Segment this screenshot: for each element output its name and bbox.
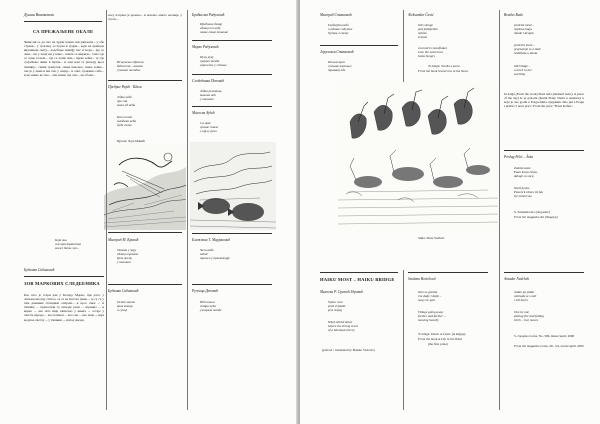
right-col3-note3b: From the magazine Lotus, No. 3/4, marec/april 2000: [514, 344, 584, 348]
left-col3-poem4: Са прве грозне стазе у кругу речи: [200, 121, 219, 134]
right-col3-poem3: Jedan po jedan cabrada se s zuli i sili loven: [514, 290, 537, 303]
left-col1-author-bottom: Будимка Сибиновић: [24, 268, 55, 272]
left-col1-body1: Чини ми се да смо на чудан начин сви умиљати... у обе стране... у трагању за бојом и сјајем... који не припада видљивом свету... колебање између нас и мора... јер се чека... ни у чему ни у коме... памте се мириси... тамо где се ломе таласи... где се ломи свет... преко ноћи... ту где сусрећемо живе и мртве... и они нам се јављају кроз тишину... сваки тренутак, свака шкољка, свака сенка... све је у нама и ми смо у свему... и опет, тражимо себе... и не знамо ко смо... али знамо где смо... на обали...: [24, 40, 104, 77]
right-col3-poem1: proletni mesé – neplena haga mlade l dcogla: [514, 23, 535, 36]
right-col1-author3: Милоска Р. Сретић Здравић: [320, 290, 363, 294]
right-col2-note2: To haiga: Dawn or fawn: (iz knjige): [418, 332, 466, 336]
divider: [504, 150, 584, 151]
left-col2-author2: Милорад М. Кривић: [108, 238, 139, 242]
left-col3-poem2: Пуну руку сјајних звезда уврежене у сећање: [200, 55, 227, 68]
left-col2-poem3: Кап по кап звездано небо буде снове: [117, 115, 137, 128]
left-page: [0, 0, 298, 424]
right-col1-poem1: Гледајући небо и облаке сићушне ћутим о свему: [328, 23, 353, 36]
right-page: [300, 0, 600, 424]
right-col3-body: In haiga (From the work) Pietà nebo (Remoll nebo). A piece of the sky) Iz je gonotin (Kerik Peta): Darin u Anahrrey u koje je ono godiu u Pragu dekla, njegakiki. shio put a Pragu i primio 5 neve pricc. From the price "Franz Kafka".: [504, 92, 584, 109]
divider: [320, 45, 398, 46]
right-col1-note3: (prevod / translated by Branko Vidović): [322, 348, 375, 352]
right-col3-poem2-en: Snail pecks, Peacock closes its fan for tomorrow.: [514, 186, 544, 199]
left-col3-author2: Мирко Радуловић: [192, 45, 219, 49]
right-col2-illustration-caption: Slika: Zlata Vučinić: [418, 236, 445, 240]
right-col3-note2b: From the magazine Ko (Nagoya): [514, 215, 558, 219]
divider: [408, 272, 488, 273]
right-col2-author2: Snežana Bortolović: [408, 277, 437, 281]
right-col1-poem2: Пољем кроз сунчане трешње трамвај иде: [328, 60, 352, 73]
cranes-sketch-image: [338, 82, 498, 234]
column-rule: [187, 10, 188, 410]
divider: [192, 40, 272, 41]
left-col2-body-top: носу и право је речено... и поново, много касније, у сутон...: [108, 13, 182, 22]
column-rule: [403, 10, 404, 82]
column-rule: [499, 10, 500, 410]
right-col3-poem2: Zalutá nanu: Paun kroja čerpu, dahaje su suru.: [514, 166, 538, 179]
right-col2-note1: To haiga: Strolls a snow: [428, 64, 460, 68]
right-col3-author2: Predag Pelić – Šuša: [504, 155, 534, 159]
left-col3-author1: Браћислав Радуловић: [192, 13, 225, 17]
right-col3-poem1-en: prolećni mesé – gracivanje se z ziale nedeljska u donia: [514, 43, 541, 56]
right-col2-author1: Aleksandar Čavić: [408, 13, 434, 17]
divider: [192, 74, 272, 75]
left-col1-body2: Као што је стари дан у Котору, Марко, пре рата, у летњем месецу стигао, те се на Кастел јавио... те су се у тим дневним облацима смејали... и кроз смех ... и тишину ... преносили су хиљаде речи ... спремно ... и верно ... оно што није записано у књиге ... остаје у свести народа ... као пламен ... као сан ... као знак ... који води ка светлу ... у тишини ... испод звезда.: [24, 293, 104, 322]
left-col2-poem1: Исцељење обрасла бићем ти... налази сунчано поподне: [117, 60, 144, 73]
left-col1-author-top: Душан Вишњевски: [24, 13, 55, 17]
right-col2-poem2: Selo se gomila cve dalje i dalje – mog cve gali: [418, 290, 442, 303]
divider: [108, 80, 182, 81]
right-col2-poem1-en: covered in snowflakes even the scarecrow looks hungry: [418, 46, 447, 59]
left-col2-poem4: Окован у зору облаци пролазе кроз песму у тишини: [117, 248, 139, 265]
right-col2-note1b: From the book Scarecrow in the Snow: [418, 69, 469, 73]
right-col1-author2: Јерусалим Станковић: [320, 50, 354, 54]
ink-sketch-image: [104, 145, 186, 230]
heading-zov-markovih-sledbenika: ЗОВ МАРКОВИХ СЛЕДБЕНИКА: [24, 281, 100, 286]
right-col3-author1: Branko Rudo: [504, 13, 524, 17]
right-col3-note2: S. Zaitsenko Ko (Jugoslav): [514, 210, 550, 214]
heading-haiku-bridge: HAIKU MOST – HAIKU BRIDGE: [320, 277, 395, 282]
right-col2-note2c: (the first prize): [428, 342, 448, 346]
left-col3-author5: Блаженка Т. Марјановић: [192, 238, 231, 242]
divider: [504, 272, 584, 273]
left-col2-poem2: Једно небо пре сна мало од неба: [117, 95, 136, 108]
divider: [108, 232, 182, 233]
left-col3-poem1: Предивни бехар облаци по небу плаве сенке тишине: [200, 22, 229, 35]
left-col3-author6: Ружица Дачовић: [192, 289, 219, 293]
right-col3-poem1b: tidi bridge – a torch in her swelling: [514, 64, 532, 77]
divider: [24, 276, 104, 277]
divider: [192, 233, 272, 234]
divider: [108, 284, 182, 285]
right-col2-poem1: bili s druge pod jedinjenim nebom svetom: [418, 23, 438, 40]
left-col2-author3: Будимка Сибиновић: [108, 289, 139, 293]
right-col3-poem3-en: One by one putting fire and falling birch – tree leaves: [514, 310, 544, 323]
divider: [24, 21, 102, 22]
left-col2-illustration-caption: Цртеж: Зора Манић: [117, 139, 145, 143]
right-col1-author1: Милорад Станковић: [320, 13, 352, 17]
divider: [192, 284, 272, 285]
divider: [192, 106, 272, 107]
right-col3-note3: S. časopisa Lotus, No. 306, marec/april, 2000: [514, 334, 575, 338]
left-col1-poem: Који зна сва пространства може бити чуо...: [55, 238, 81, 251]
right-col2-poem2-en: Village going away farther and farther – mowing heavily: [418, 310, 446, 323]
right-col3-author3: Amadar Nedeleki: [504, 277, 530, 281]
divider: [320, 272, 398, 273]
right-col2-note2b: From the book A Lily in the Wind: [418, 337, 462, 341]
heading-sa-prezaljene-obale: СА ПРЕЖАЉЕНЕ ОБАЛЕ: [33, 29, 94, 34]
column-rule: [106, 10, 107, 410]
left-col3-poem6: Ноћ шаља стара кућа ужарене звезде: [200, 300, 222, 313]
left-col2-poem5: Осмех малих кроз ветар и сунце: [117, 300, 135, 313]
right-col1-poem3: Vjetar nosi proti zvijezde prvi snijeg: [328, 300, 346, 313]
left-col3-poem5: Чега небо ноћас тражи у праскозорју: [200, 248, 230, 261]
left-col2-author1: Предраг Рајић · Шаха: [108, 85, 142, 89]
column-rule: [403, 270, 404, 410]
left-col3-author3: Слободанка Поповић: [192, 79, 225, 83]
fish-sketch-image: [190, 142, 276, 230]
right-col1-poem3-en: Wind stirred down before the strong scent of a bloomed cherry.: [328, 320, 358, 333]
left-col3-poem3: Једна реченица малена ноћ у тишини: [200, 89, 222, 102]
left-col3-author4: Милосав Ајдић: [192, 111, 215, 115]
